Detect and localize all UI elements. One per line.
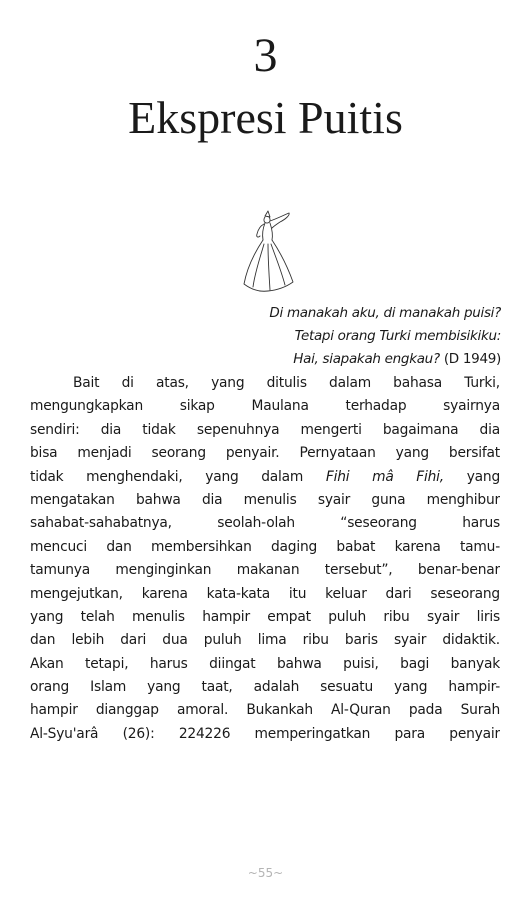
chapter-title: Ekspresi Puitis (128, 92, 403, 143)
epigraph (81, 302, 501, 371)
body-line: mengejutkan, karena kata-kata itu keluar dari seseorang (30, 585, 500, 602)
body-line: Bait di atas, yang ditulis dalam bahasa Turki, (73, 375, 500, 391)
body-line: sahabat-sahabatnya, seolah-olah “seseorang harus (30, 515, 500, 532)
epigraph-line-2: Tetapi orang Turki membisikiku: (294, 328, 501, 344)
epigraph-citation: (D 1949) (443, 351, 501, 367)
body-line: mengatakan bahwa dia menulis syair guna menghibur (30, 491, 500, 508)
epigraph-line-1: Di manakah aku, di manakah puisi? (269, 305, 501, 321)
body-line: sendiri: dia tidak sepenuhnya mengerti bagaimana dia (30, 421, 500, 438)
chapter-number: 3 (253, 29, 278, 82)
body-line: dan lebih dari dua puluh lima ribu baris syair didaktik. (30, 632, 500, 649)
body-line: orang Islam yang taat, adalah sesuatu yang hampir- (30, 679, 500, 696)
body-line (30, 466, 500, 489)
body-line: tamunya menginginkan makanan tersebut”, benar-benar (30, 562, 500, 579)
book-title-italic: Fihi mâ Fihi, (325, 468, 444, 485)
body-line: Akan tetapi, harus diingat bahwa puisi, bagi banyak (30, 655, 500, 672)
body-line-text: tidak menghendaki, yang dalam (30, 468, 304, 485)
body-line: Al-Syu'arâ (26): 224226 memperingatkan para penyair (30, 725, 500, 742)
body-line: mengungkapkan sikap Maulana terhadap syairnya (30, 398, 500, 415)
body-line-text: yang (466, 468, 500, 485)
epigraph-line-3: Hai, siapakah engkau? (293, 351, 440, 367)
body-line: yang telah menulis hampir empat puluh ribu syair liris (30, 608, 500, 625)
body-line: bisa menjadi seorang penyair. Pernyataan yang bersifat (30, 445, 500, 462)
page-number: ~55~ (247, 866, 284, 880)
whirling-dervish-icon (238, 210, 296, 294)
body-paragraph (30, 372, 500, 746)
body-line: mencuci dan membersihkan daging babat karena tamu- (30, 538, 500, 555)
body-line: hampir dianggap amoral. Bukankah Al-Quran pada Surah (30, 702, 500, 719)
